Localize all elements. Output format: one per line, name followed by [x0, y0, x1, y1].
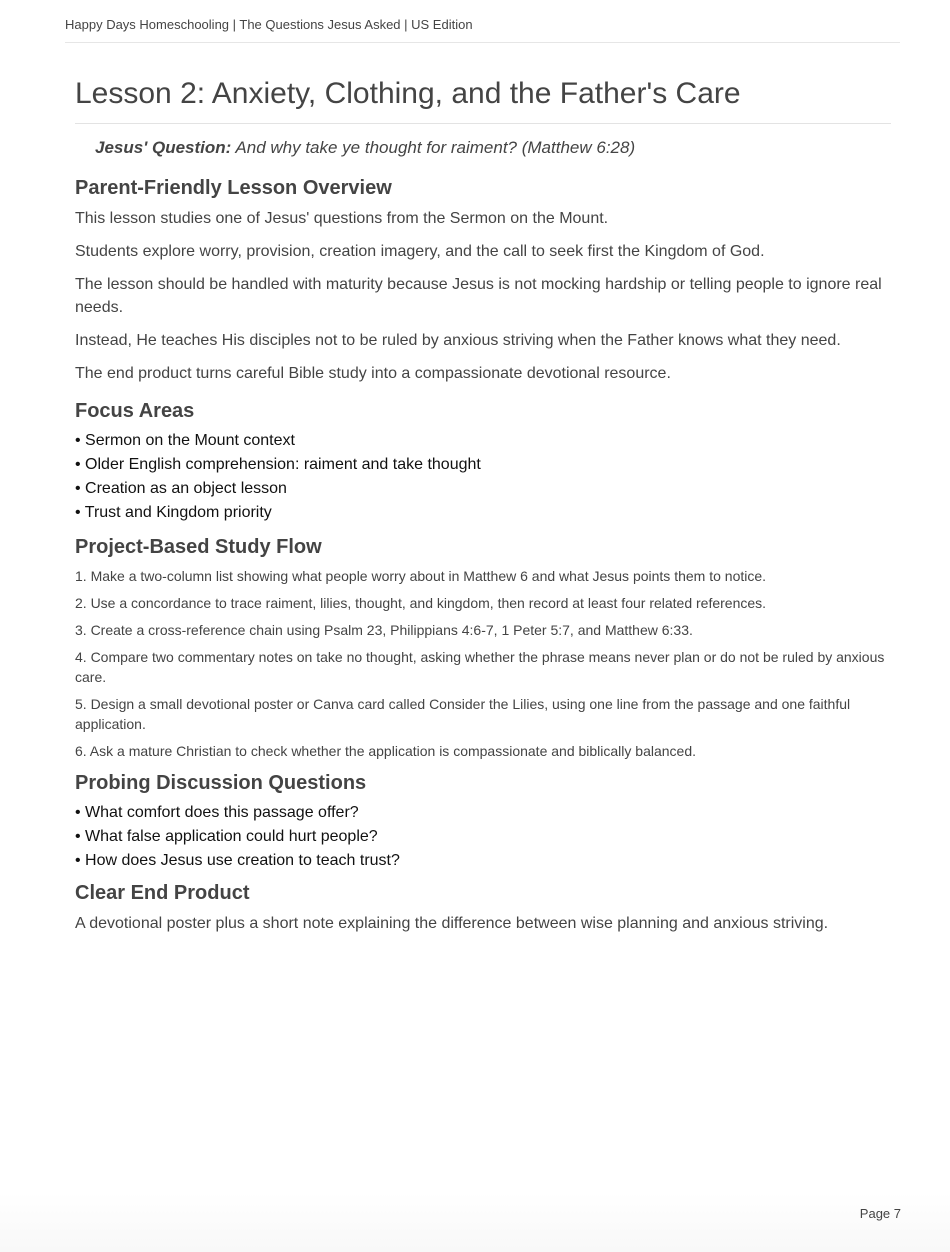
study-step: 2. Use a concordance to trace raiment, lilies, thought, and kingdom, then record at least four related references. [75, 595, 767, 611]
overview-paragraph: Instead, He teaches His disciples not to be ruled by anxious striving when the Father knows what they need. [75, 332, 841, 349]
overview-paragraph: The end product turns careful Bible study into a compassionate devotional resource. [75, 365, 671, 382]
list-item: • How does Jesus use creation to teach trust? [75, 852, 400, 869]
study-step: 1. Make a two-column list showing what people worry about in Matthew 6 and what Jesus points them to notice. [75, 568, 767, 584]
study-flow-list [75, 566, 891, 761]
question-label: Jesus' Question: [95, 138, 232, 157]
overview-paragraph: The lesson should be handled with maturity because Jesus is not mocking hardship or telling people to ignore real needs. [75, 276, 882, 316]
running-header: Happy Days Homeschooling | The Questions Jesus Asked | US Edition [65, 16, 900, 43]
study-step: 5. Design a small devotional poster or Canva card called Consider the Lilies, using one line from the passage and one faithful application. [75, 696, 851, 732]
list-item: • Older English comprehension: raiment and take thought [75, 456, 481, 473]
study-step: 3. Create a cross-reference chain using Psalm 23, Philippians 4:6-7, 1 Peter 5:7, and Matthew 6:33. [75, 622, 693, 638]
list-item: • Sermon on the Mount context [75, 432, 295, 449]
focus-heading: Focus Areas [75, 400, 195, 422]
list-item: • Trust and Kingdom priority [75, 504, 272, 521]
page-bottom-shade [0, 1192, 950, 1252]
end-product-heading: Clear End Product [75, 882, 250, 904]
jesus-question [95, 136, 891, 160]
list-item: • What false application could hurt people? [75, 828, 378, 845]
lesson-content [75, 74, 891, 935]
focus-list [75, 429, 891, 525]
study-step: 4. Compare two commentary notes on take no thought, asking whether the phrase means never plan or do not be ruled by anxious care. [75, 649, 885, 685]
lesson-title: Lesson 2: Anxiety, Clothing, and the Father's Care [75, 74, 891, 124]
study-flow-heading: Project-Based Study Flow [75, 536, 322, 558]
list-item: • What comfort does this passage offer? [75, 804, 359, 821]
end-product-text: A devotional poster plus a short note explaining the difference between wise planning and anxious striving. [75, 915, 829, 932]
overview-paragraph: This lesson studies one of Jesus' questions from the Sermon on the Mount. [75, 210, 609, 227]
study-step: 6. Ask a mature Christian to check whether the application is compassionate and biblically balanced. [75, 743, 697, 759]
discussion-list [75, 801, 891, 873]
discussion-heading: Probing Discussion Questions [75, 772, 367, 794]
page-number: Page 7 [859, 1206, 901, 1221]
list-item: • Creation as an object lesson [75, 480, 287, 497]
overview-heading: Parent-Friendly Lesson Overview [75, 177, 392, 199]
overview-paragraph: Students explore worry, provision, creation imagery, and the call to seek first the Kingdom of God. [75, 243, 765, 260]
question-text: And why take ye thought for raiment? (Matthew 6:28) [231, 138, 636, 157]
